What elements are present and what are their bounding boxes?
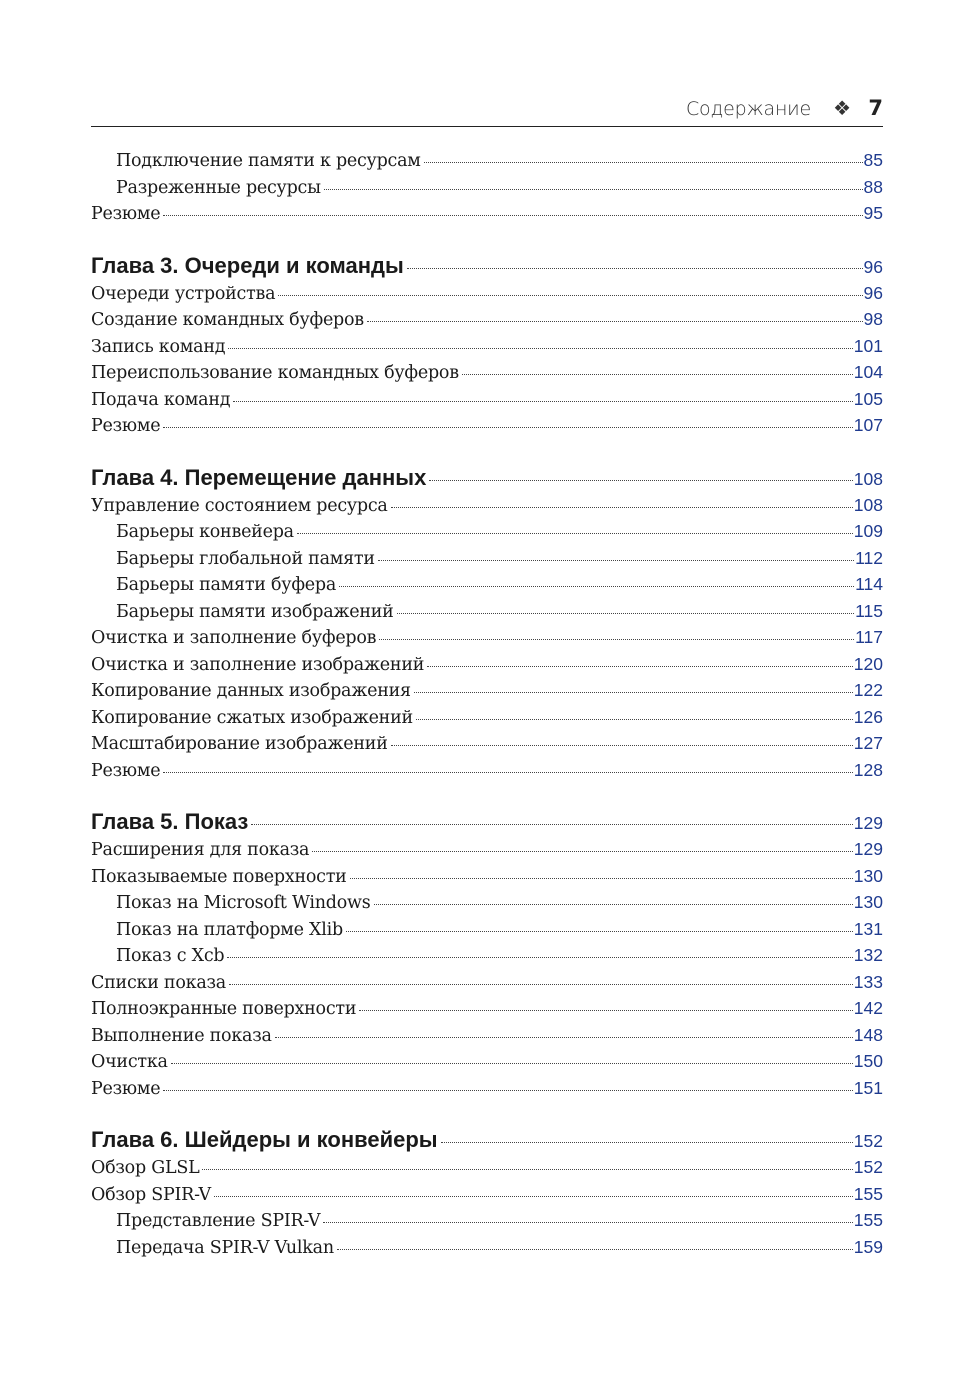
toc-section-entry[interactable] <box>91 1157 883 1184</box>
toc-entry-page-number: 130 <box>853 865 883 886</box>
dot-leader <box>278 295 862 296</box>
toc-entry-page-number: 96 <box>863 256 883 277</box>
running-header <box>91 93 883 127</box>
toc-entry-title: Очистка <box>91 1052 168 1072</box>
toc-entry-page-number: 129 <box>853 839 883 859</box>
toc-entry-page-number: 101 <box>853 335 883 356</box>
toc-section-entry[interactable] <box>91 309 883 336</box>
toc-entry-title: Обзор GLSL <box>91 1158 200 1178</box>
toc-entry-page-number: 142 <box>853 998 883 1018</box>
toc-entry-page-number: 155 <box>853 1183 883 1204</box>
toc-entry-page-number: 115 <box>855 600 883 621</box>
toc-section-entry[interactable] <box>91 389 883 416</box>
toc-section-entry[interactable] <box>91 972 883 999</box>
toc-entry-title: Полноэкранные поверхности <box>91 999 357 1019</box>
toc-subsection-entry[interactable] <box>91 574 883 601</box>
dot-leader <box>163 427 852 428</box>
toc-entry-page-number: 96 <box>863 282 883 303</box>
toc-entry-title: Барьеры конвейера <box>116 522 294 542</box>
toc-entry-title: Барьеры памяти буфера <box>116 575 337 595</box>
toc-entry-page-number: 155 <box>853 1210 883 1230</box>
toc-section-entry[interactable] <box>91 866 883 893</box>
toc-entry-title: Масштабирование изображений <box>91 734 388 754</box>
page-number: 7 <box>868 96 883 120</box>
toc-entry-page-number: 151 <box>853 1077 883 1098</box>
toc-section-entry[interactable] <box>91 680 883 707</box>
dot-leader <box>359 1010 853 1011</box>
toc-entry-page-number: 120 <box>853 653 883 674</box>
toc-section-entry[interactable] <box>91 495 883 522</box>
toc-entry-title: Управление состоянием ресурса <box>91 495 388 516</box>
toc-subsection-entry[interactable] <box>91 150 883 177</box>
toc-entry-page-number: 95 <box>863 203 883 223</box>
toc-entry-page-number: 126 <box>853 706 883 727</box>
toc-entry-title: Барьеры памяти изображений <box>116 601 394 622</box>
dot-leader <box>312 851 853 852</box>
toc-section-entry[interactable] <box>91 1184 883 1211</box>
toc-entry-page-number: 132 <box>853 945 883 965</box>
toc-entry-page-number: 112 <box>855 547 883 568</box>
toc-section-entry[interactable] <box>91 336 883 363</box>
toc-entry-title: Представление SPIR-V <box>116 1211 321 1231</box>
toc-section-entry[interactable] <box>91 203 883 230</box>
toc-entry-page-number: 127 <box>853 733 883 753</box>
dot-leader <box>350 878 853 879</box>
toc-entry-page-number: 108 <box>853 468 883 489</box>
dot-leader <box>424 162 863 163</box>
toc-entry-title: Глава 4. Перемещение данных <box>91 464 427 490</box>
toc-entry-page-number: 85 <box>863 150 883 170</box>
toc-entry-title: Копирование данных изображения <box>91 681 411 701</box>
toc-entry-title: Подключение памяти к ресурсам <box>116 151 421 171</box>
table-of-contents <box>91 150 883 1263</box>
dot-leader <box>374 904 853 905</box>
dot-leader <box>367 321 863 322</box>
toc-entry-page-number: 130 <box>853 892 883 912</box>
toc-section-entry[interactable] <box>91 283 883 310</box>
toc-chapter-heading[interactable] <box>91 1127 883 1157</box>
toc-entry-page-number: 131 <box>853 918 883 939</box>
toc-section-entry[interactable] <box>91 1051 883 1078</box>
toc-section-entry[interactable] <box>91 362 883 389</box>
ornament-icon: ❖ <box>833 96 851 120</box>
dot-leader <box>407 268 863 269</box>
toc-entry-page-number: 159 <box>853 1236 883 1257</box>
toc-entry-title: Переиспользование командных буферов <box>91 363 459 383</box>
toc-section-entry[interactable] <box>91 654 883 681</box>
toc-entry-title: Подача команд <box>91 389 231 410</box>
dot-leader <box>441 1142 853 1143</box>
dot-leader <box>337 1249 853 1250</box>
dot-leader <box>251 824 852 825</box>
toc-section-entry[interactable] <box>91 707 883 734</box>
toc-subsection-entry[interactable] <box>91 1210 883 1237</box>
dot-leader <box>462 374 853 375</box>
dot-leader <box>163 1090 852 1091</box>
dot-leader <box>378 560 854 561</box>
dot-leader <box>202 1169 852 1170</box>
dot-leader <box>416 719 853 720</box>
toc-entry-page-number: 129 <box>853 813 883 833</box>
toc-subsection-entry[interactable] <box>91 601 883 628</box>
toc-subsection-entry[interactable] <box>91 177 883 204</box>
toc-section-entry[interactable] <box>91 627 883 654</box>
toc-entry-title: Списки показа <box>91 972 226 993</box>
toc-entry-title: Очистка и заполнение буферов <box>91 628 377 648</box>
toc-entry-title: Выполнение показа <box>91 1025 272 1046</box>
toc-chapter-heading[interactable] <box>91 809 883 839</box>
toc-entry-page-number: 152 <box>853 1157 883 1177</box>
toc-entry-page-number: 105 <box>853 388 883 409</box>
dot-leader <box>323 1222 853 1223</box>
toc-entry-title: Глава 5. Показ <box>91 809 249 834</box>
dot-leader <box>214 1196 853 1197</box>
toc-entry-title: Показ на Microsoft Windows <box>116 893 371 913</box>
dot-leader <box>391 507 853 508</box>
toc-entry-title: Резюме <box>91 204 161 224</box>
toc-entry-title: Резюме <box>91 416 161 436</box>
toc-entry-page-number: 88 <box>863 176 883 197</box>
toc-subsection-entry[interactable] <box>91 521 883 548</box>
dot-leader <box>229 984 853 985</box>
toc-entry-title: Очереди устройства <box>91 283 276 304</box>
toc-entry-page-number: 128 <box>853 759 883 780</box>
toc-entry-page-number: 108 <box>853 494 883 515</box>
toc-entry-title: Запись команд <box>91 336 226 357</box>
dot-leader <box>297 533 853 534</box>
dot-leader <box>233 401 853 402</box>
toc-section-entry[interactable] <box>91 733 883 760</box>
toc-subsection-entry[interactable] <box>91 1237 883 1264</box>
dot-leader <box>346 931 853 932</box>
toc-entry-title: Обзор SPIR-V <box>91 1184 211 1205</box>
toc-section-entry[interactable] <box>91 1025 883 1052</box>
toc-subsection-entry[interactable] <box>91 548 883 575</box>
toc-section-entry[interactable] <box>91 1078 883 1105</box>
toc-entry-title: Глава 6. Шейдеры и конвейеры <box>91 1127 438 1152</box>
toc-entry-title: Разреженные ресурсы <box>116 177 321 198</box>
toc-entry-page-number: 152 <box>853 1131 883 1151</box>
dot-leader <box>275 1037 853 1038</box>
dot-leader <box>427 666 853 667</box>
toc-entry-page-number: 133 <box>853 971 883 992</box>
toc-entry-title: Показ на платформе Xlib <box>116 919 343 940</box>
toc-entry-title: Показываемые поверхности <box>91 866 347 887</box>
toc-entry-title: Копирование сжатых изображений <box>91 707 413 728</box>
dot-leader <box>163 215 862 216</box>
toc-entry-title: Передача SPIR-V Vulkan <box>116 1237 334 1258</box>
toc-entry-page-number: 117 <box>855 627 883 647</box>
toc-chapter-heading[interactable] <box>91 465 883 495</box>
toc-entry-page-number: 98 <box>863 309 883 329</box>
toc-chapter-heading[interactable] <box>91 253 883 283</box>
dot-leader <box>397 613 855 614</box>
toc-section-entry[interactable] <box>91 415 883 442</box>
toc-entry-title: Барьеры глобальной памяти <box>116 548 375 569</box>
toc-entry-page-number: 148 <box>853 1024 883 1045</box>
toc-entry-page-number: 122 <box>853 680 883 700</box>
dot-leader <box>391 745 853 746</box>
running-header-title: Содержание <box>685 98 811 120</box>
toc-section-entry[interactable] <box>91 839 883 866</box>
toc-entry-title: Расширения для показа <box>91 840 310 860</box>
toc-entry-title: Создание командных буферов <box>91 310 364 330</box>
toc-entry-title: Глава 3. Очереди и команды <box>91 252 404 278</box>
dot-leader <box>163 772 852 773</box>
toc-entry-page-number: 109 <box>853 521 883 541</box>
dot-leader <box>228 348 853 349</box>
toc-entry-page-number: 114 <box>855 574 883 594</box>
dot-leader <box>339 586 854 587</box>
toc-subsection-entry[interactable] <box>91 945 883 972</box>
dot-leader <box>429 480 852 481</box>
dot-leader <box>171 1063 853 1064</box>
toc-entry-title: Резюме <box>91 760 161 781</box>
toc-entry-page-number: 150 <box>853 1051 883 1071</box>
toc-section-entry[interactable] <box>91 760 883 787</box>
dot-leader <box>414 692 853 693</box>
dot-leader <box>324 189 863 190</box>
dot-leader <box>379 639 854 640</box>
toc-section-entry[interactable] <box>91 998 883 1025</box>
toc-entry-title: Очистка и заполнение изображений <box>91 654 425 675</box>
toc-entry-title: Показ с Xcb <box>116 946 225 966</box>
toc-entry-page-number: 107 <box>853 415 883 435</box>
toc-subsection-entry[interactable] <box>91 892 883 919</box>
toc-subsection-entry[interactable] <box>91 919 883 946</box>
toc-entry-page-number: 104 <box>853 362 883 382</box>
toc-entry-title: Резюме <box>91 1078 161 1099</box>
dot-leader <box>227 957 852 958</box>
